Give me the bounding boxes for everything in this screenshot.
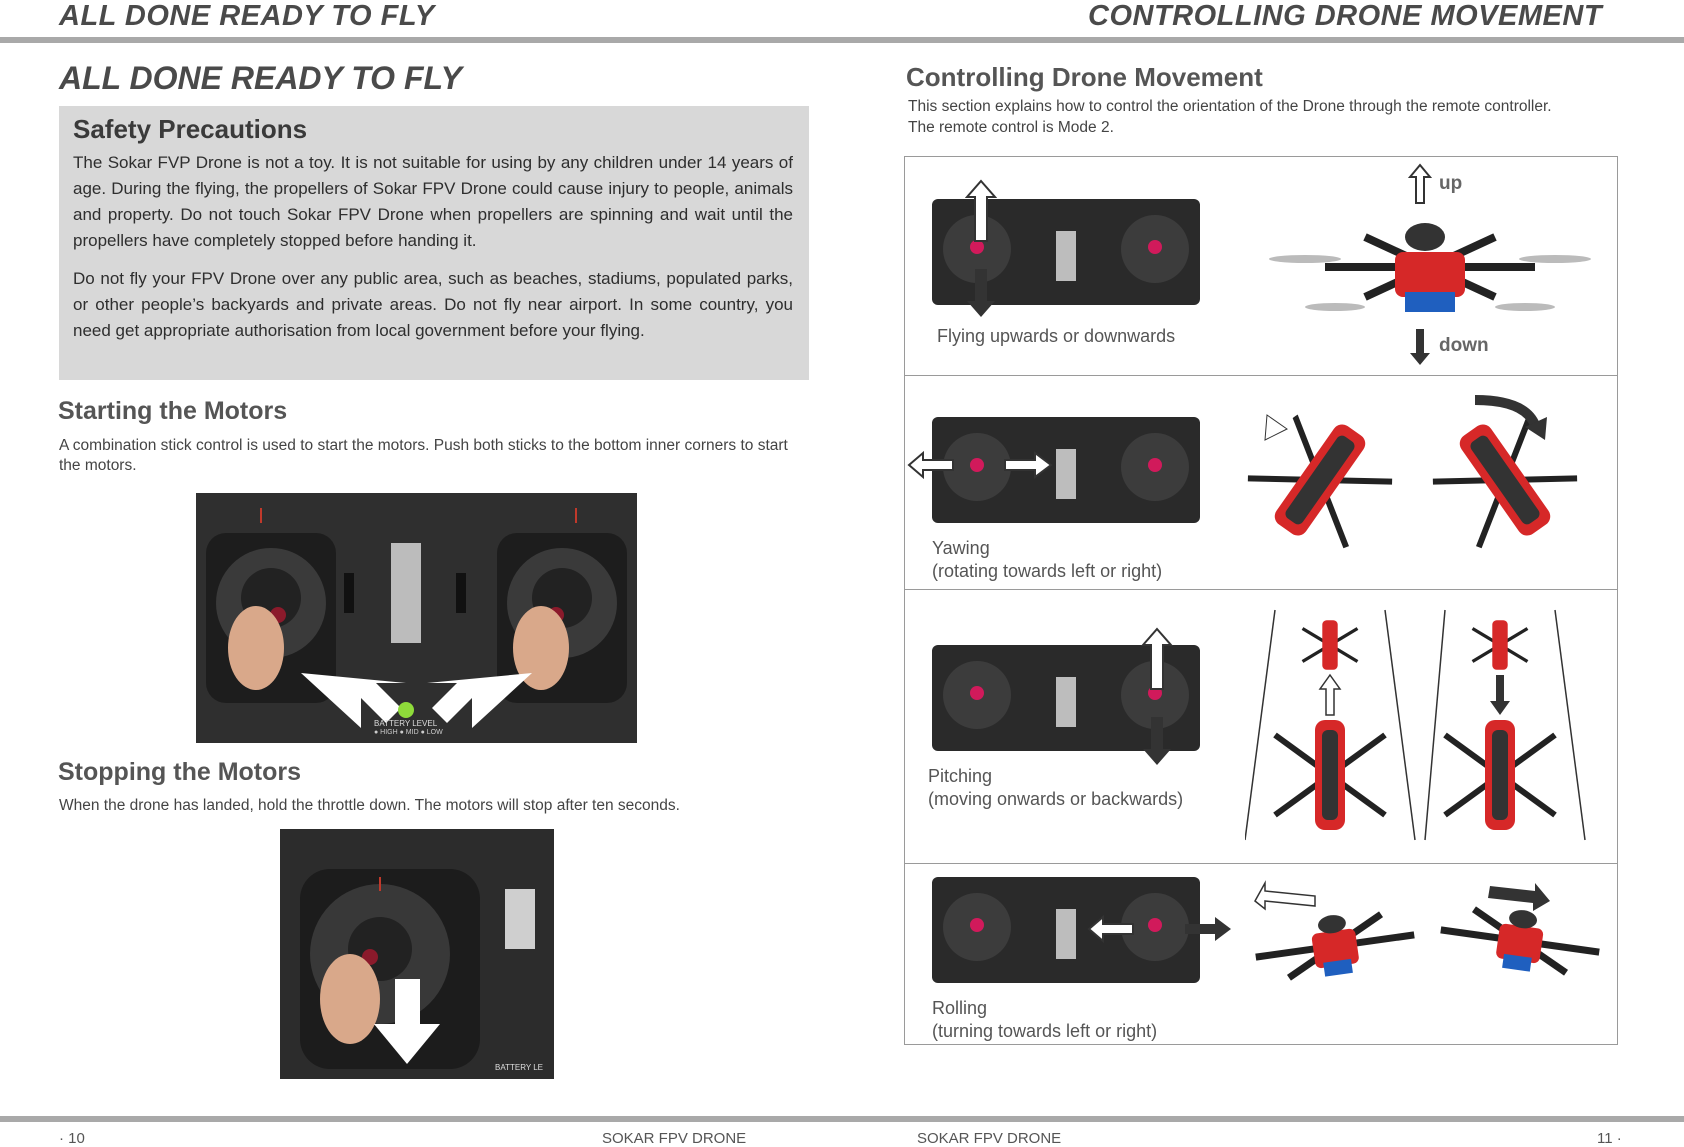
safety-paragraph-2: Do not fly your FPV Drone over any public area, such as beaches, stadiums, populated parks, or other people’s backyards and private areas. Do not fly near airport. In some country, you need get appropriate authorisation from local government before your flying. xyxy=(73,269,793,340)
start-motors-photo xyxy=(196,493,637,743)
footer-left-brand: SOKAR FPV DRONE xyxy=(602,1130,747,1147)
footer-left-page-number: · 10 xyxy=(59,1130,85,1147)
safety-paragraph-1: The Sokar FVP Drone is not a toy. It is not suitable for using by any children under 14 years of age. During the flying, the propellers of Sokar FPV Drone could cause injury to people, animals and property. Do not touch Sokar FPV Drone when propellers are spinning and wait until the propellers have completely stopped before handing it. xyxy=(73,153,793,250)
caption-pitch-1: Pitching xyxy=(928,766,993,786)
stopping-text: When the drone has landed, hold the throttle down. The motors will stop after ten seconds. xyxy=(59,797,680,814)
battery-level-legend: ● HIGH ● MID ● LOW xyxy=(374,729,443,736)
caption-roll-1: Rolling xyxy=(932,998,988,1018)
caption-yaw-1: Yawing xyxy=(932,538,990,558)
starting-title: Starting the Motors xyxy=(58,397,288,425)
caption-yaw-2: (rotating towards left or right) xyxy=(932,561,1163,581)
controls-table xyxy=(904,156,1618,1045)
stopping-title: Stopping the Motors xyxy=(58,758,302,786)
row-yaw xyxy=(905,375,1617,590)
arrow-left-right-icon xyxy=(905,445,1055,485)
transmitter-illustration xyxy=(196,493,637,743)
footer-right-brand: SOKAR FPV DRONE xyxy=(917,1130,1062,1147)
row-pitch xyxy=(905,589,1617,864)
arrow-forward-back-icon xyxy=(1141,627,1173,767)
row-throttle xyxy=(905,157,1617,376)
label-down: down xyxy=(1439,335,1489,356)
controlling-title: Controlling Drone Movement xyxy=(906,62,1263,92)
arrow-roll-icon xyxy=(1085,909,1235,949)
header-divider xyxy=(0,37,1684,43)
header-left-title: ALL DONE READY TO FLY xyxy=(59,0,435,32)
footer-divider xyxy=(0,1116,1684,1122)
label-up: up xyxy=(1439,173,1463,194)
drone-pitch-illustration xyxy=(1245,605,1605,855)
starting-text: A combination stick control is used to start the motors. Push both sticks to the bottom inner corners to start the motors. xyxy=(59,437,788,474)
caption-throttle: Flying upwards or downwards xyxy=(937,326,1176,346)
header-right-title: CONTROLLING DRONE MOVEMENT xyxy=(1088,0,1603,32)
battery-level-label-2: BATTERY LE xyxy=(495,1063,544,1072)
row-roll xyxy=(905,863,1617,1044)
up-arrow-icon xyxy=(1408,163,1432,205)
arrow-up-down-icon xyxy=(965,179,997,319)
controlling-intro-line-1: This section explains how to control the orientation of the Drone through the remote controller. xyxy=(908,98,1552,115)
transmitter-closeup-illustration xyxy=(280,829,554,1079)
controlling-intro-line-2: The remote control is Mode 2. xyxy=(908,119,1114,136)
battery-level-label: BATTERY LEVEL xyxy=(374,719,438,728)
safety-title: Safety Precautions xyxy=(73,114,308,144)
stop-motors-photo xyxy=(280,829,554,1079)
caption-pitch-2: (moving onwards or backwards) xyxy=(928,789,1184,809)
drone-throttle-illustration xyxy=(1265,187,1595,337)
safety-box xyxy=(59,106,809,380)
drone-roll-illustration xyxy=(1235,871,1610,1001)
footer-right-page-number: 11 · xyxy=(1597,1130,1622,1147)
drone-yaw-illustration xyxy=(1235,385,1605,575)
caption-roll-2: (turning towards left or right) xyxy=(932,1021,1158,1041)
down-arrow-icon xyxy=(1408,327,1432,367)
page-title: ALL DONE READY TO FLY xyxy=(59,60,462,96)
